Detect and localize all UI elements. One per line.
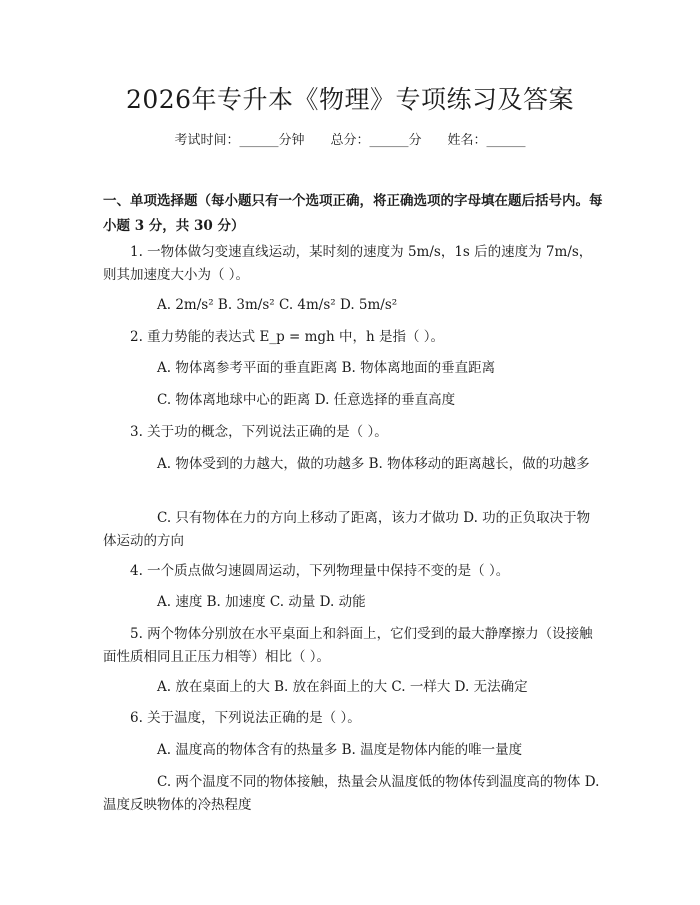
exam-meta (0, 131, 700, 151)
section-heading: 一、单项选择题（每小题只有一个选项正确，将正确选项的字母填在题后括号内。每小题 3 分，共 30 分） (103, 193, 603, 234)
question-options-2a: A. 物体离参考平面的垂直距离 B. 物体离地面的垂直距离 (157, 360, 496, 376)
page-title: 2026年专升本《物理》专项练习及答案 (125, 85, 575, 114)
question-options-6a: A. 温度高的物体含有的热量多 B. 温度是物体内能的唯一量度 (157, 742, 523, 758)
exam-time: 考试时间：______分钟 (174, 133, 305, 148)
exam-total-score: 总分：______分 (330, 133, 422, 148)
question-stem-5: 5. 两个物体分别放在水平桌面上和斜面上，它们受到的最大静摩擦力（设接触面性质相同且正压力相等）相比（ ）。 (103, 626, 593, 665)
question-options-6b: C. 两个温度不同的物体接触，热量会从温度低的物体传到温度高的物体 D. 温度反映物体的冷热程度 (103, 774, 600, 813)
question-options-4: A. 速度 B. 加速度 C. 动量 D. 动能 (157, 594, 366, 610)
student-name: 姓名：______ (447, 133, 526, 148)
question-options-1: A. 2m/s² B. 3m/s² C. 4m/s² D. 5m/s² (157, 297, 398, 313)
question-stem-6: 6. 关于温度，下列说法正确的是（ ）。 (130, 710, 361, 726)
question-stem-3: 3. 关于功的概念，下列说法正确的是（ ）。 (130, 424, 388, 440)
question-stem-1: 1. 一物体做匀变速直线运动，某时刻的速度为 5m/s，1s 后的速度为 7m/s，则其加速度大小为（ ）。 (103, 244, 593, 283)
question-options-5: A. 放在桌面上的大 B. 放在斜面上的大 C. 一样大 D. 无法确定 (157, 679, 528, 695)
question-stem-4: 4. 一个质点做匀速圆周运动，下列物理量中保持不变的是（ ）。 (130, 563, 510, 579)
question-options-3a: A. 物体受到的力越大，做的功越多 B. 物体移动的距离越长，做的功越多 (157, 456, 590, 472)
question-stem-2: 2. 重力势能的表达式 E_p = mgh 中，h 是指（ ）。 (130, 329, 445, 345)
question-options-3b: C. 只有物体在力的方向上移动了距离，该力才做功 D. 功的正负取决于物体运动的方向 (103, 510, 591, 549)
question-options-2b: C. 物体离地球中心的距离 D. 任意选择的垂直高度 (157, 392, 456, 408)
